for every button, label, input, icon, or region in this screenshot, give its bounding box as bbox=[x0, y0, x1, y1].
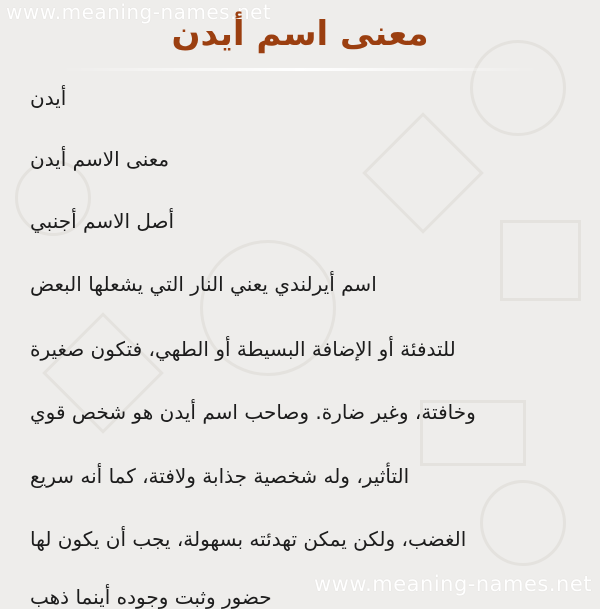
text-line: معنى الاسم أيدن bbox=[30, 147, 170, 171]
page-title: معنى اسم أيدن bbox=[171, 14, 429, 54]
watermark-top: www.meaning-names.net bbox=[6, 0, 272, 24]
text-line: وخافتة، وغير ضارة. وصاحب اسم أيدن هو شخص قوي bbox=[30, 400, 476, 424]
text-line: اسم أيرلندي يعني النار التي يشعلها البعض bbox=[30, 272, 377, 296]
text-line: الغضب، ولكن يمكن تهدئته بسهولة، يجب أن يكون لها bbox=[30, 527, 467, 551]
watermark-bottom: www.meaning-names.net bbox=[313, 572, 592, 596]
text-line: التأثير، وله شخصية جذابة ولافتة، كما أنه سريع bbox=[30, 464, 410, 488]
text-line: أصل الاسم أجنبي bbox=[30, 209, 175, 233]
text-line: أيدن bbox=[30, 86, 67, 110]
text-line: للتدفئة أو الإضافة البسيطة أو الطهي، فتكون صغيرة bbox=[30, 337, 456, 361]
text-line: حضور وثبت وجوده أينما ذهب bbox=[30, 585, 272, 609]
